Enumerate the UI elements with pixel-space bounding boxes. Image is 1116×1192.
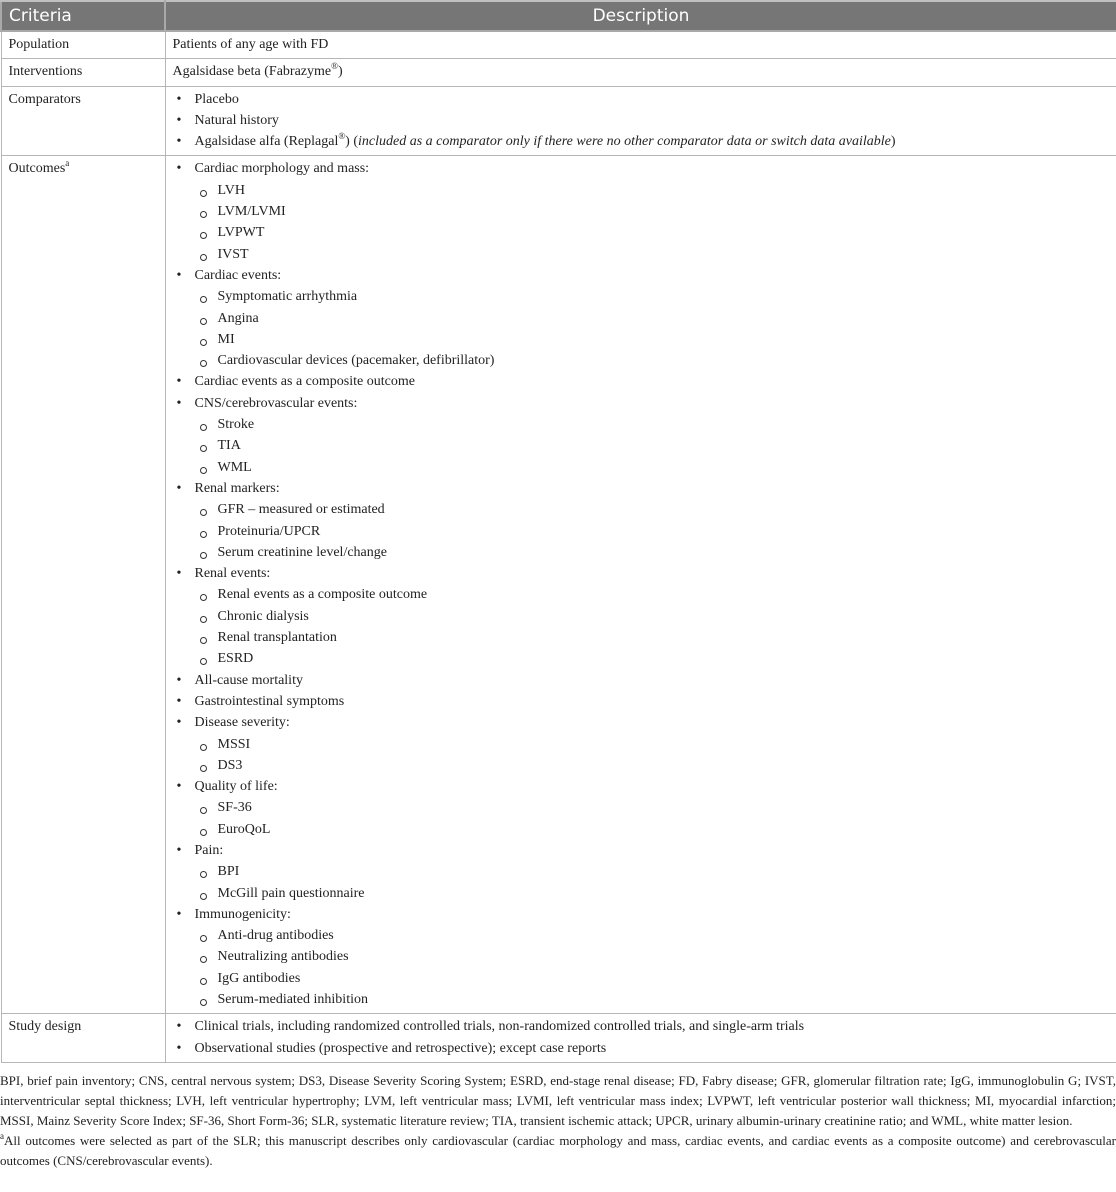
- comparators-row: [1, 86, 1116, 156]
- registered-mark: ®: [338, 131, 346, 142]
- outcome-subitem: Anti-drug antibodies: [173, 925, 1110, 946]
- outcome-group: • Cardiac events as a composite outcome: [173, 371, 1110, 392]
- outcome-group: • Renal markers:: [173, 478, 1110, 499]
- outcome-subitem: McGill pain questionnaire: [173, 883, 1110, 904]
- outcomes-cell: [165, 156, 1116, 1014]
- outcome-group: • Disease severity:: [173, 712, 1110, 733]
- interventions-text: [165, 59, 1116, 86]
- outcome-subitem: Renal events as a composite outcome: [173, 584, 1110, 605]
- outcome-subitem: TIA: [173, 435, 1110, 456]
- alfa-pre: Agalsidase alfa (Replagal: [194, 134, 339, 150]
- outcome-subitem: DS3: [173, 755, 1110, 776]
- outcome-subitem: ESRD: [173, 648, 1110, 669]
- criteria-header: Criteria: [1, 1, 165, 31]
- study-design-item: • Clinical trials, including randomized controlled trials, non-randomized controlled trials, and single-arm trials: [173, 1016, 1110, 1037]
- outcome-subitem: EuroQoL: [173, 819, 1110, 840]
- population-text: Patients of any age with FD: [165, 31, 1116, 59]
- comparators-label: Comparators: [1, 86, 165, 156]
- study-design-list: [173, 1016, 1110, 1059]
- alfa-mid: ) (: [345, 134, 358, 150]
- interventions-row: [1, 59, 1116, 86]
- interventions-drug: Agalsidase beta (Fabrazyme: [172, 64, 332, 80]
- outcome-group: • Immunogenicity:: [173, 904, 1110, 925]
- outcomes-label: Outcomes: [8, 161, 66, 177]
- outcome-subitem: Proteinuria/UPCR: [173, 521, 1110, 542]
- study-design-label: Study design: [1, 1014, 165, 1063]
- alfa-italic-note: included as a comparator only if there were no other comparator data or switch data available: [358, 134, 891, 150]
- outcome-subitem: Symptomatic arrhythmia: [173, 286, 1110, 307]
- outcome-subitem: IVST: [173, 244, 1110, 265]
- description-header: Description: [165, 1, 1116, 31]
- outcome-subitem: LVPWT: [173, 222, 1110, 243]
- outcome-subitem: SF-36: [173, 797, 1110, 818]
- outcome-subitem: Stroke: [173, 414, 1110, 435]
- footnote-mark: a: [0, 1131, 4, 1141]
- outcome-group: • CNS/cerebrovascular events:: [173, 393, 1110, 414]
- outcome-subitem: Angina: [173, 308, 1110, 329]
- outcome-subitem: Neutralizing antibodies: [173, 946, 1110, 967]
- comparator-item: • Placebo: [173, 89, 1110, 110]
- outcome-group: • All-cause mortality: [173, 670, 1110, 691]
- outcome-group: • Gastrointestinal symptoms: [173, 691, 1110, 712]
- comparators-list: [173, 89, 1110, 153]
- interventions-label: Interventions: [1, 59, 165, 86]
- outcome-subitem: IgG antibodies: [173, 968, 1110, 989]
- footnotes: [0, 1071, 1116, 1171]
- abbreviations-footnote: BPI, brief pain inventory; CNS, central nervous system; DS3, Disease Severity Scoring System; ESRD, end-stage renal disease; FD, Fabry disease; GFR, glomerular filtration rate; IgG, immunoglobulin G; IVST, interventricular septal thickness; LVH, left ventricular hypertrophy; LVM, left ventricular mass; LVMI, left ventricular mass index; LVPWT, left ventricular posterior wall thickness; MI, myocardial infarction; MSSI, Mainz Severity Score Index; SF-36, Short Form-36; SLR, systematic literature review; TIA, transient ischemic attack; UPCR, urinary albumin-urinary creatinine ratio; and WML, white matter lesion.: [0, 1073, 1116, 1128]
- footnote-mark: a: [65, 158, 70, 169]
- outcome-subitem: MSSI: [173, 734, 1110, 755]
- outcome-subitem: LVH: [173, 180, 1110, 201]
- outcomes-list: [173, 158, 1110, 1010]
- population-label: Population: [1, 31, 165, 59]
- interventions-close: ): [337, 64, 343, 80]
- outcome-subitem: WML: [173, 457, 1110, 478]
- outcome-subitem: LVM/LVMI: [173, 201, 1110, 222]
- study-design-row: [1, 1014, 1116, 1063]
- outcomes-footnote: [0, 1131, 1116, 1171]
- outcome-subitem: MI: [173, 329, 1110, 350]
- comparators-cell: [165, 86, 1116, 156]
- outcome-group: • Cardiac morphology and mass:: [173, 158, 1110, 179]
- outcome-group: • Pain:: [173, 840, 1110, 861]
- outcome-group: • Cardiac events:: [173, 265, 1110, 286]
- outcomes-footnote-text: All outcomes were selected as part of the SLR; this manuscript describes only cardiovascular (cardiac morphology and mass, cardiac events, and cardiac events as a composite outcome) and cerebrovascular outcomes (CNS/cerebrovascular events).: [0, 1133, 1116, 1168]
- outcomes-label-cell: [1, 156, 165, 1014]
- comparator-item: • Natural history: [173, 110, 1110, 131]
- study-design-item: • Observational studies (prospective and retrospective); except case reports: [173, 1038, 1110, 1059]
- outcome-subitem: Serum-mediated inhibition: [173, 989, 1110, 1010]
- alfa-post: ): [890, 134, 896, 150]
- outcome-subitem: Serum creatinine level/change: [173, 542, 1110, 563]
- outcome-group: • Renal events:: [173, 563, 1110, 584]
- outcome-subitem: Chronic dialysis: [173, 606, 1110, 627]
- population-row: [1, 31, 1116, 59]
- outcome-subitem: GFR – measured or estimated: [173, 499, 1110, 520]
- registered-mark: ®: [331, 61, 338, 72]
- outcomes-row: [1, 156, 1116, 1014]
- outcome-subitem: Cardiovascular devices (pacemaker, defibrillator): [173, 350, 1110, 371]
- header-row: [1, 1, 1116, 31]
- outcome-subitem: BPI: [173, 861, 1110, 882]
- comparator-item-alfa: [173, 131, 1110, 152]
- outcome-subitem: Renal transplantation: [173, 627, 1110, 648]
- study-design-cell: [165, 1014, 1116, 1063]
- outcome-group: • Quality of life:: [173, 776, 1110, 797]
